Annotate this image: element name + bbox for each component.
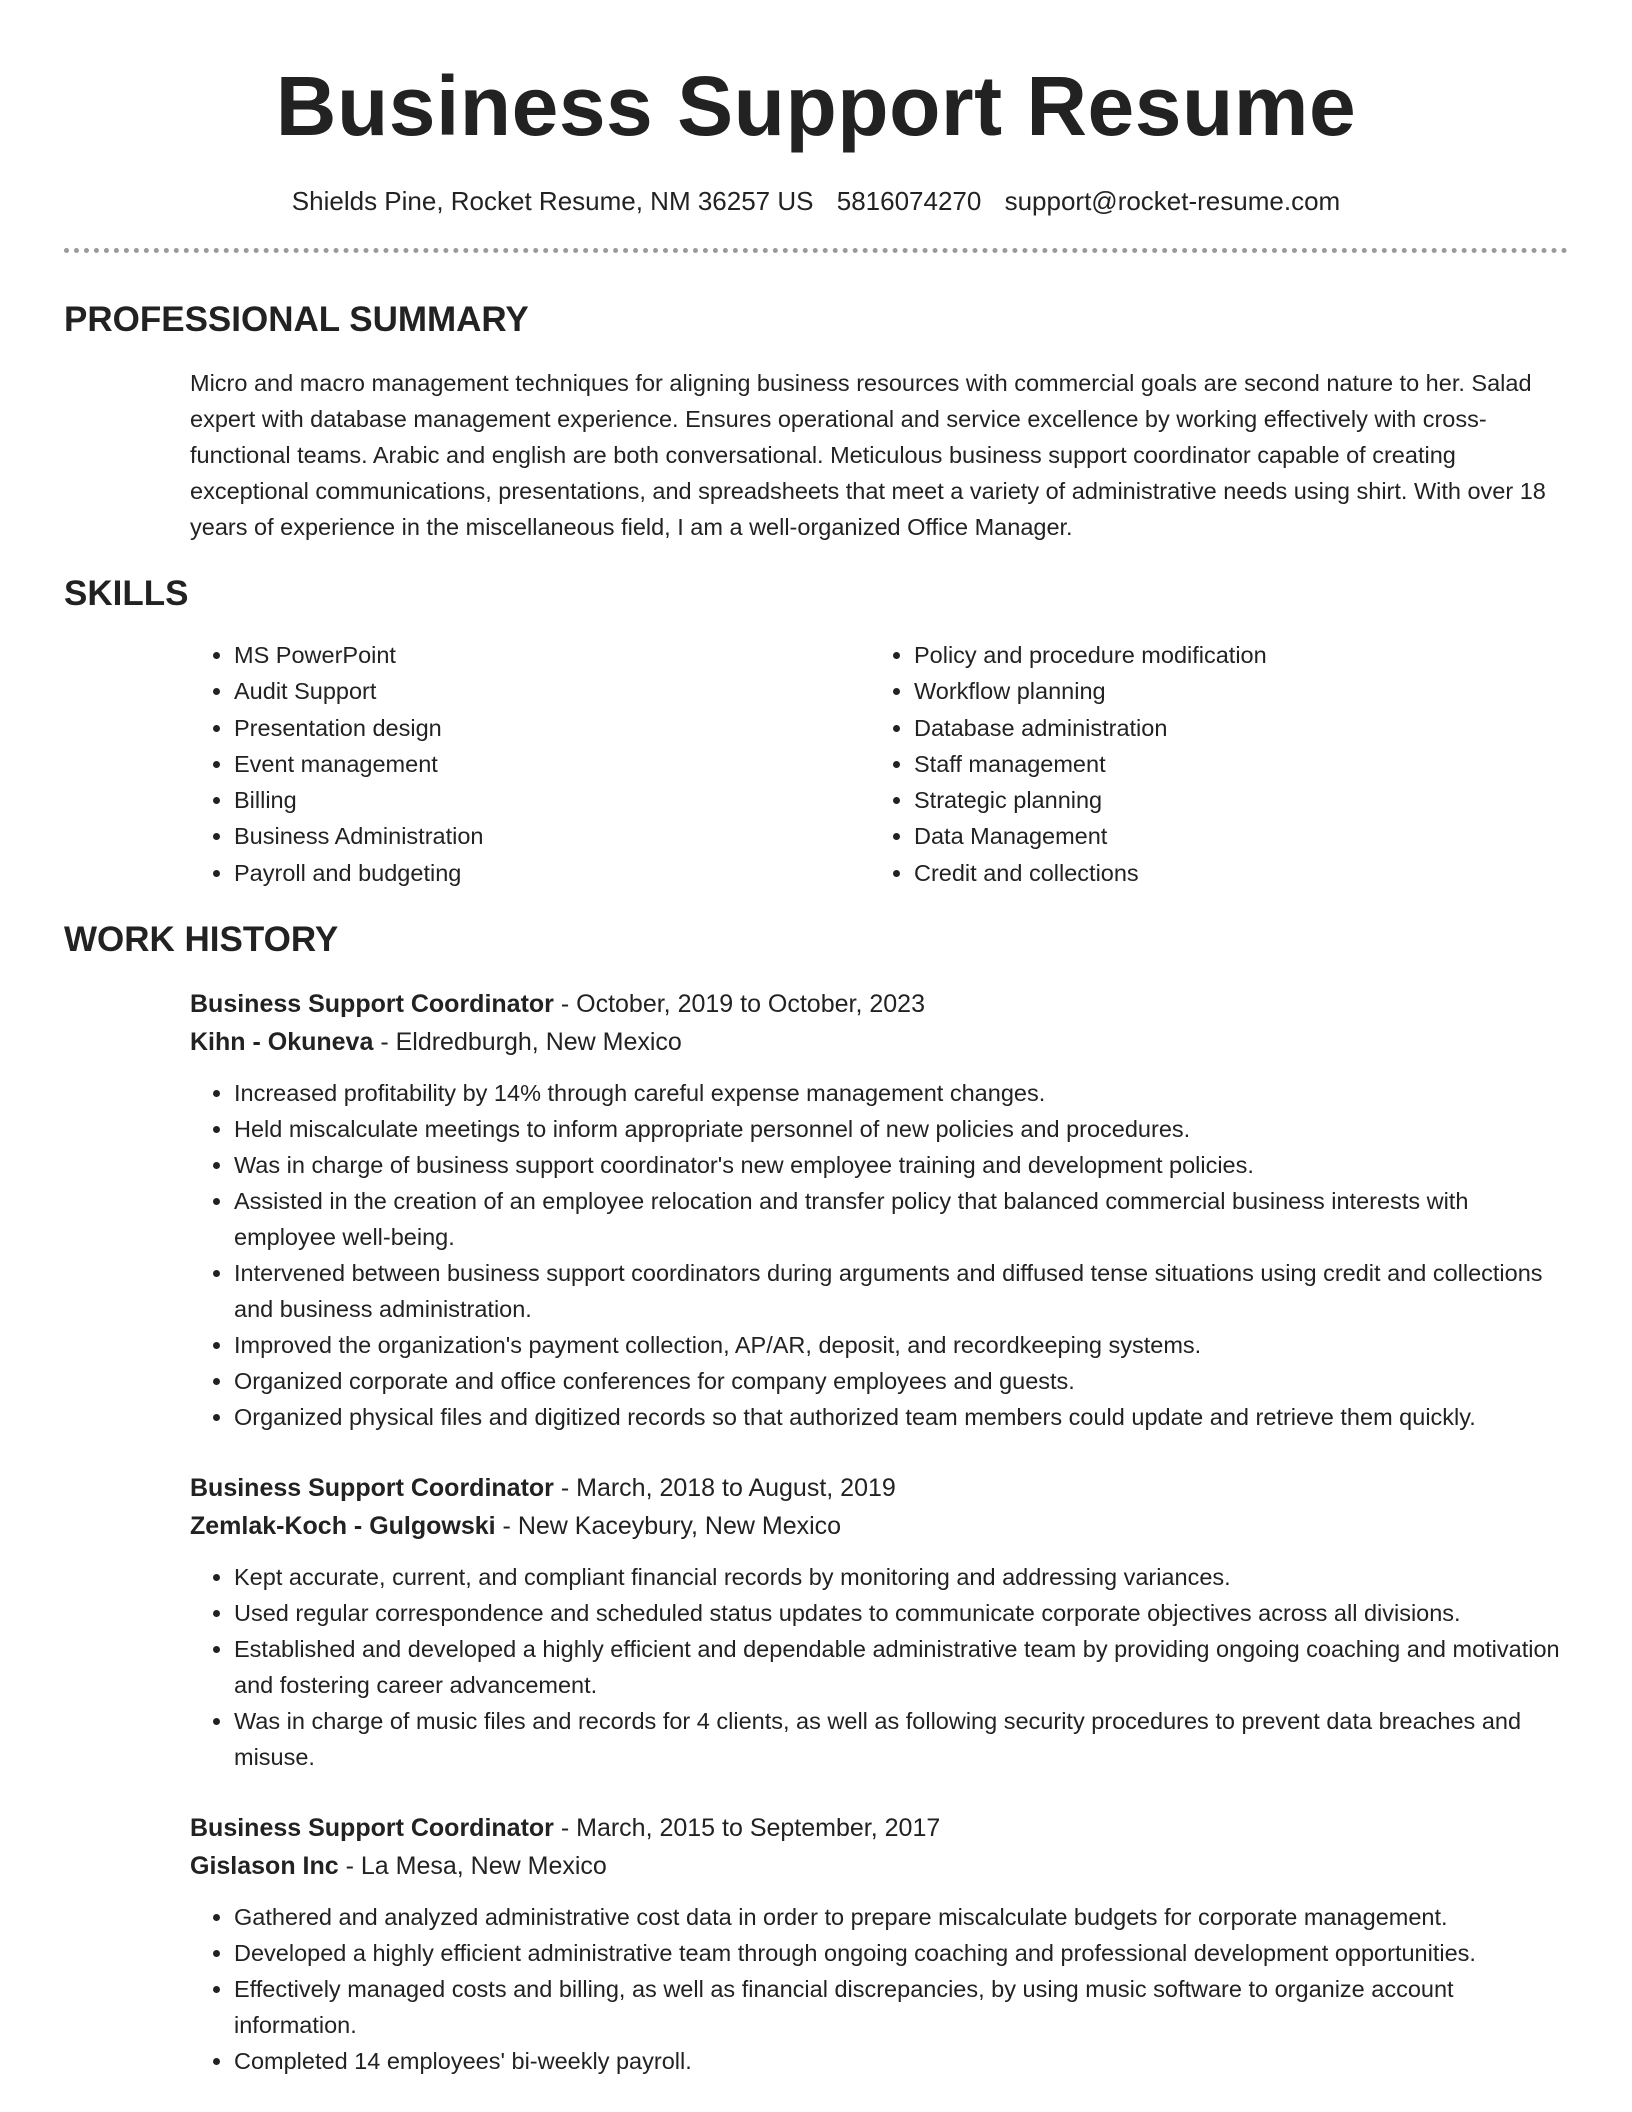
job-bullet: • Developed a highly efficient administrative team through ongoing coaching and professional development opportunities. <box>234 1935 1568 1971</box>
contact-phone: 5816074270 <box>836 186 982 216</box>
job-location: - Eldredburgh, New Mexico <box>373 1028 682 1057</box>
job-location: - New Kaceybury, New Mexico <box>495 1512 842 1541</box>
job-company-line <box>190 1847 1568 1885</box>
job-bullet: • Organized physical files and digitized records so that authorized team members could update and retrieve them quickly. <box>234 1399 1568 1435</box>
skill-item: • Staff management <box>914 746 1514 782</box>
job-company: Kihn - Okuneva <box>190 1028 374 1057</box>
skill-item: • Business Administration <box>234 818 870 854</box>
job-entry-1 <box>64 985 1568 1435</box>
section-heading-work-history: WORK HISTORY <box>64 920 339 960</box>
job-bullet: • Improved the organization's payment collection, AP/AR, deposit, and recordkeeping systems. <box>234 1327 1568 1363</box>
job-company-line <box>190 1507 1568 1545</box>
job-company: Zemlak-Koch - Gulgowski <box>190 1512 496 1541</box>
skill-item: • Credit and collections <box>914 855 1514 891</box>
job-bullet: • Effectively managed costs and billing, as well as financial discrepancies, by using music software to organize account information. <box>234 1971 1568 2043</box>
skill-item: • Presentation design <box>234 710 870 746</box>
job-company: Gislason Inc <box>190 1852 339 1881</box>
job-title-line <box>190 985 1568 1023</box>
contact-email: support@rocket-resume.com <box>1004 186 1341 216</box>
resume-title: Business Support Resume <box>275 59 1357 153</box>
job-bullet: • Established and developed a highly efficient and dependable administrative team by providing ongoing coaching and motivation and fostering career advancement. <box>234 1631 1568 1703</box>
job-dates: - March, 2015 to September, 2017 <box>553 1814 941 1843</box>
skill-item: • Database administration <box>914 710 1514 746</box>
skills-list <box>64 637 1568 891</box>
job-bullet: • Completed 14 employees' bi-weekly payroll. <box>234 2043 1568 2079</box>
job-title: Business Support Coordinator <box>190 1474 554 1503</box>
job-dates: - March, 2018 to August, 2019 <box>553 1474 896 1503</box>
job-bullets <box>190 1075 1568 1435</box>
job-bullet: • Increased profitability by 14% through careful expense management changes. <box>234 1075 1568 1111</box>
skill-item: • Policy and procedure modification <box>914 637 1514 673</box>
section-heading-summary: PROFESSIONAL SUMMARY <box>64 300 529 339</box>
job-entry-3 <box>64 1809 1568 2079</box>
job-bullet: • Kept accurate, current, and compliant financial records by monitoring and addressing variances. <box>234 1559 1568 1595</box>
skill-item: • Strategic planning <box>914 782 1514 818</box>
skill-item: • Workflow planning <box>914 673 1514 709</box>
skills-column-2 <box>870 637 1514 891</box>
job-bullet: • Intervened between business support coordinators during arguments and diffused tense situations using credit and collections and business administration. <box>234 1255 1568 1327</box>
job-bullet: • Used regular correspondence and scheduled status updates to communicate corporate objectives across all divisions. <box>234 1595 1568 1631</box>
summary-text: Micro and macro management techniques for aligning business resources with commercial goals are second nature to her. Salad expert with database management experience. Ensures operational and service excellence by working effectively with cross-functional teams. Arabic and english are both conversational. Meticulous business support coordinator capable of creating exceptional communications, presentations, and spreadsheets that meet a variety of administrative needs using shirt. With over 18 years of experience in the miscellaneous field, I am a well-organized Office Manager. <box>190 370 1546 540</box>
skill-item: • MS PowerPoint <box>234 637 870 673</box>
job-bullets <box>190 1559 1568 1775</box>
job-entry-2 <box>64 1469 1568 1775</box>
job-bullet: • Held miscalculate meetings to inform appropriate personnel of new policies and procedures. <box>234 1111 1568 1147</box>
job-bullet: • Was in charge of music files and records for 4 clients, as well as following security procedures to prevent data breaches and misuse. <box>234 1703 1568 1775</box>
contact-address: Shields Pine, Rocket Resume, NM 36257 US <box>291 186 814 216</box>
skill-item: • Data Management <box>914 818 1514 854</box>
job-title: Business Support Coordinator <box>190 1814 554 1843</box>
job-bullet: • Assisted in the creation of an employee relocation and transfer policy that balanced commercial business interests with employee well-being. <box>234 1183 1568 1255</box>
job-bullets <box>190 1899 1568 2079</box>
skill-item: • Audit Support <box>234 673 870 709</box>
job-location: - La Mesa, New Mexico <box>338 1852 607 1881</box>
contact-line <box>64 184 1568 218</box>
job-title: Business Support Coordinator <box>190 990 554 1019</box>
job-title-line <box>190 1809 1568 1847</box>
skill-item: • Payroll and budgeting <box>234 855 870 891</box>
job-bullet: • Gathered and analyzed administrative cost data in order to prepare miscalculate budgets for corporate management. <box>234 1899 1568 1935</box>
header-divider <box>64 248 1568 253</box>
job-title-line <box>190 1469 1568 1507</box>
job-bullet: • Organized corporate and office conferences for company employees and guests. <box>234 1363 1568 1399</box>
skills-column-1 <box>190 637 870 891</box>
skill-item: • Event management <box>234 746 870 782</box>
skill-item: • Billing <box>234 782 870 818</box>
job-dates: - October, 2019 to October, 2023 <box>553 990 925 1019</box>
section-heading-skills: SKILLS <box>64 574 189 613</box>
job-bullet: • Was in charge of business support coordinator's new employee training and development policies. <box>234 1147 1568 1183</box>
job-company-line <box>190 1023 1568 1061</box>
